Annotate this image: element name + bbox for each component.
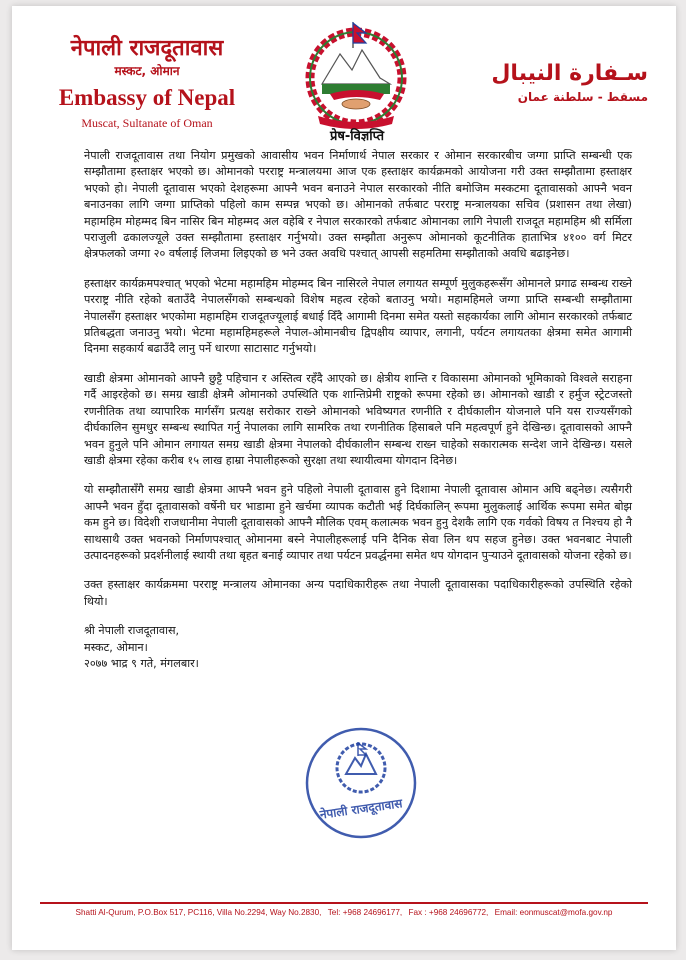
letterhead-footer xyxy=(40,908,648,917)
paragraph-2: हस्ताक्षर कार्यक्रमपश्चात् भएको भेटमा महामहिम मोहम्मद बिन नासिरले नेपाल लगायत सम्पूर्ण मुलुकहरूसँग ओमानले प्रगाढ सम्बन्ध राख्ने परराष्ट्र नीति रहेको बताउँदै नेपालसँगको सम्बन्धको विशेष महत्व रहेको बताउनु भयो। महामहिमले जग्गा प्राप्ति सम्बन्धी सम्झौतामा नेपालसँग हस्ताक्षर भएकोमा महामहिम राजदूतज्यूलाई बधाई दिँदै आगामी दिनमा समेत यस्तो सहकार्यका लागि ओमान सरकारको तर्फबाट प्रतिबद्धता जनाउनु भयो। भेटमा महामहिमहरूले नेपाल-ओमानबीच द्विपक्षीय व्यापार, लगानी, पर्यटन लगायतका क्षेत्रमा समेत आगामी दिनमा सहकार्य बढाउँदै लानु पर्ने धारणा साटासाट गर्नुभयो। xyxy=(84,276,632,356)
nepal-coat-of-arms-icon xyxy=(300,20,412,132)
footer-divider xyxy=(40,902,648,904)
letterhead-left xyxy=(42,36,252,131)
embassy-seal-icon xyxy=(302,724,420,842)
letterhead-arabic-title: سـفارة النيبال xyxy=(491,61,648,86)
footer-tel: Tel: +968 24696177, xyxy=(327,908,403,917)
footer-address: Shatti Al-Qurum, P.O.Box 517, PC116, Villa No.2294, Way No.2830, xyxy=(75,908,322,917)
signature-line-1: श्री नेपाली राजदूतावास, xyxy=(84,624,180,638)
letterhead-arabic-subtitle: مسقط - سلطنة عمان xyxy=(517,90,648,104)
paragraph-1: नेपाली राजदूतावास तथा नियोग प्रमुखको आवासीय भवन निर्माणार्थ नेपाल सरकार र ओमान सरकारबीच जग्गा प्राप्ति सम्बन्धी एक सम्झौतामा हस्ताक्षर भएको छ। ओमानको परराष्ट्र मन्त्रालयमा आज एक हस्ताक्षर कार्यक्रमको आयोजना गरी उक्त सम्झौतामा हस्ताक्षर भएको हो। नेपाली दूतावास भएको देशहरूमा आफ्नै भवन बनाउने नेपाल सरकारको नीति बमोजिम मस्कटमा दूतावासको आफ्नै भवन बनाउनका लागि जग्गा प्राप्तिको पहिलो काम सम्पन्न भएको छ। ओमानको तर्फबाट परराष्ट्र मन्त्रालयका सचिव (प्रशासन तथा लेखा) महामहिम मोहम्मद बिन नासिर बिन मोहम्मद अल वहेबि र नेपाल सरकारको तर्फबाट ओमानका लागि नेपाली राजदूत महामहिम श्री सर्मिला पराजुली ढकालज्यूले उक्त सम्झौतामा हस्ताक्षर गर्नुभयो। उक्त सम्झौता अनुरूप ओमानको कूटनीतिक हाताभित्र ४१०० वर्ग मिटर क्षेत्रफलको जग्गा २० वर्षलाई लिजमा लिइएको छ भने उक्त अवधि पश्चात् आपसी सहमतिमा सम्झौताको अवधि बढाइनेछ। xyxy=(84,149,632,261)
footer-email[interactable]: Email: eonmuscat@mofa.gov.np xyxy=(494,908,613,917)
signature-line-2: मस्कट, ओमान। xyxy=(84,640,148,654)
paragraph-3: खाडी क्षेत्रमा ओमानको आफ्नै छुट्टै पहिचान र अस्तित्व रहँदै आएको छ। क्षेत्रीय शान्ति र विकासमा ओमानको भूमिकाको विश्वले सराहना गर्दै आइरहेको छ। समग्र खाडी क्षेत्रमै ओमानको उपस्थिति एक शान्तिप्रेमी राष्ट्रको रूपमा रहेको छ। ओमानको खाडी र हर्मुज स्ट्रेटजस्तो रणनीतिक तथा व्यापारिक मार्गसँग प्रत्यक्ष सरोकार राख्ने ओमानको भविष्यगत रणनीति र दीर्घकालीन योजनाले पनि यस राज्यसँगको दीर्घकालिन सुमधुर सम्बन्ध स्थापित गर्नु नेपालका लागि सामरिक तथा रणनीतिक हिसाबले पनि महत्वपूर्ण हुने देखिन्छ। दूतावासको आफ्नै भवन हुनुले पनि ओमान लगायत समग्र खाडी क्षेत्रमा नेपालको दीर्घकालीन सम्बन्ध राख्न चाहेको सकारात्मक सन्देश जाने देखिन्छ। यसले खाडी क्षेत्रमा रहेका करीब १५ लाख हाम्रा नेपालीहरूको सुरक्षा तथा स्थायीत्वमा योगदान दिनेछ। xyxy=(84,371,632,467)
press-release-page xyxy=(12,6,676,950)
letterhead-nepali-title: नेपाली राजदूतावास xyxy=(70,36,224,61)
letterhead-english-title: Embassy of Nepal xyxy=(58,85,236,110)
letterhead-english-subtitle: Muscat, Sultanate of Oman xyxy=(81,116,213,130)
press-release-body xyxy=(84,148,632,672)
letterhead-nepali-subtitle: मस्कट, ओमान xyxy=(114,64,180,78)
document-title: प्रेष-विज्ञप्ति xyxy=(329,129,384,144)
letterhead-right xyxy=(478,60,648,106)
signature-date: २०७७ भाद्र ९ गते, मंगलबार। xyxy=(84,656,199,670)
seal-text: नेपाली राजदूतावास xyxy=(318,796,404,822)
signature-block xyxy=(84,623,632,672)
paragraph-5: उक्त हस्ताक्षर कार्यक्रममा परराष्ट्र मन्त्रालय ओमानका अन्य पदाधिकारीहरू तथा नेपाली दूतावासका पदाधिकारीहरूको उपस्थिति रहेको थियो। xyxy=(84,578,632,608)
paragraph-4: यो सम्झौतासँगै समग्र खाडी क्षेत्रमा आफ्नै भवन हुने पहिलो नेपाली दूतावास हुने दिशामा नेपाली दूतावास ओमान अघि बढ्नेछ। त्यसैगरी आफ्नै भवन हुँदा दूतावासको वर्षेनी घर भाडामा हुने खर्चमा व्यापक कटौती भई दिर्घकालिन् रूपमा मुलुकलाई आर्थिक रूपमा समेत बोझ कम हुने छ। विदेशी राजधानीमा नेपाली दूतावासको आफ्नै मौलिक एवम् कलात्मक भवन हुनु देशकै लागि एक गर्वको विषय त निश्चय हो नै साथसाथै उक्त भवनको निर्माणपश्चात् ओमानमा बस्ने नेपालीहरूलाई पनि दैनिक सेवा लिन थप सहज हुनेछ। उक्त भवनबाट नेपाली उत्पादनहरूको प्रदर्शनीलाई स्थायी तथा बृहत बनाई व्यापार तथा पर्यटन प्रवर्द्धनमा समेत थप योगदान पुऱ्याउने दूतावासको योजना रहेको छ। xyxy=(84,483,632,562)
footer-fax: Fax : +968 24696772, xyxy=(408,908,489,917)
